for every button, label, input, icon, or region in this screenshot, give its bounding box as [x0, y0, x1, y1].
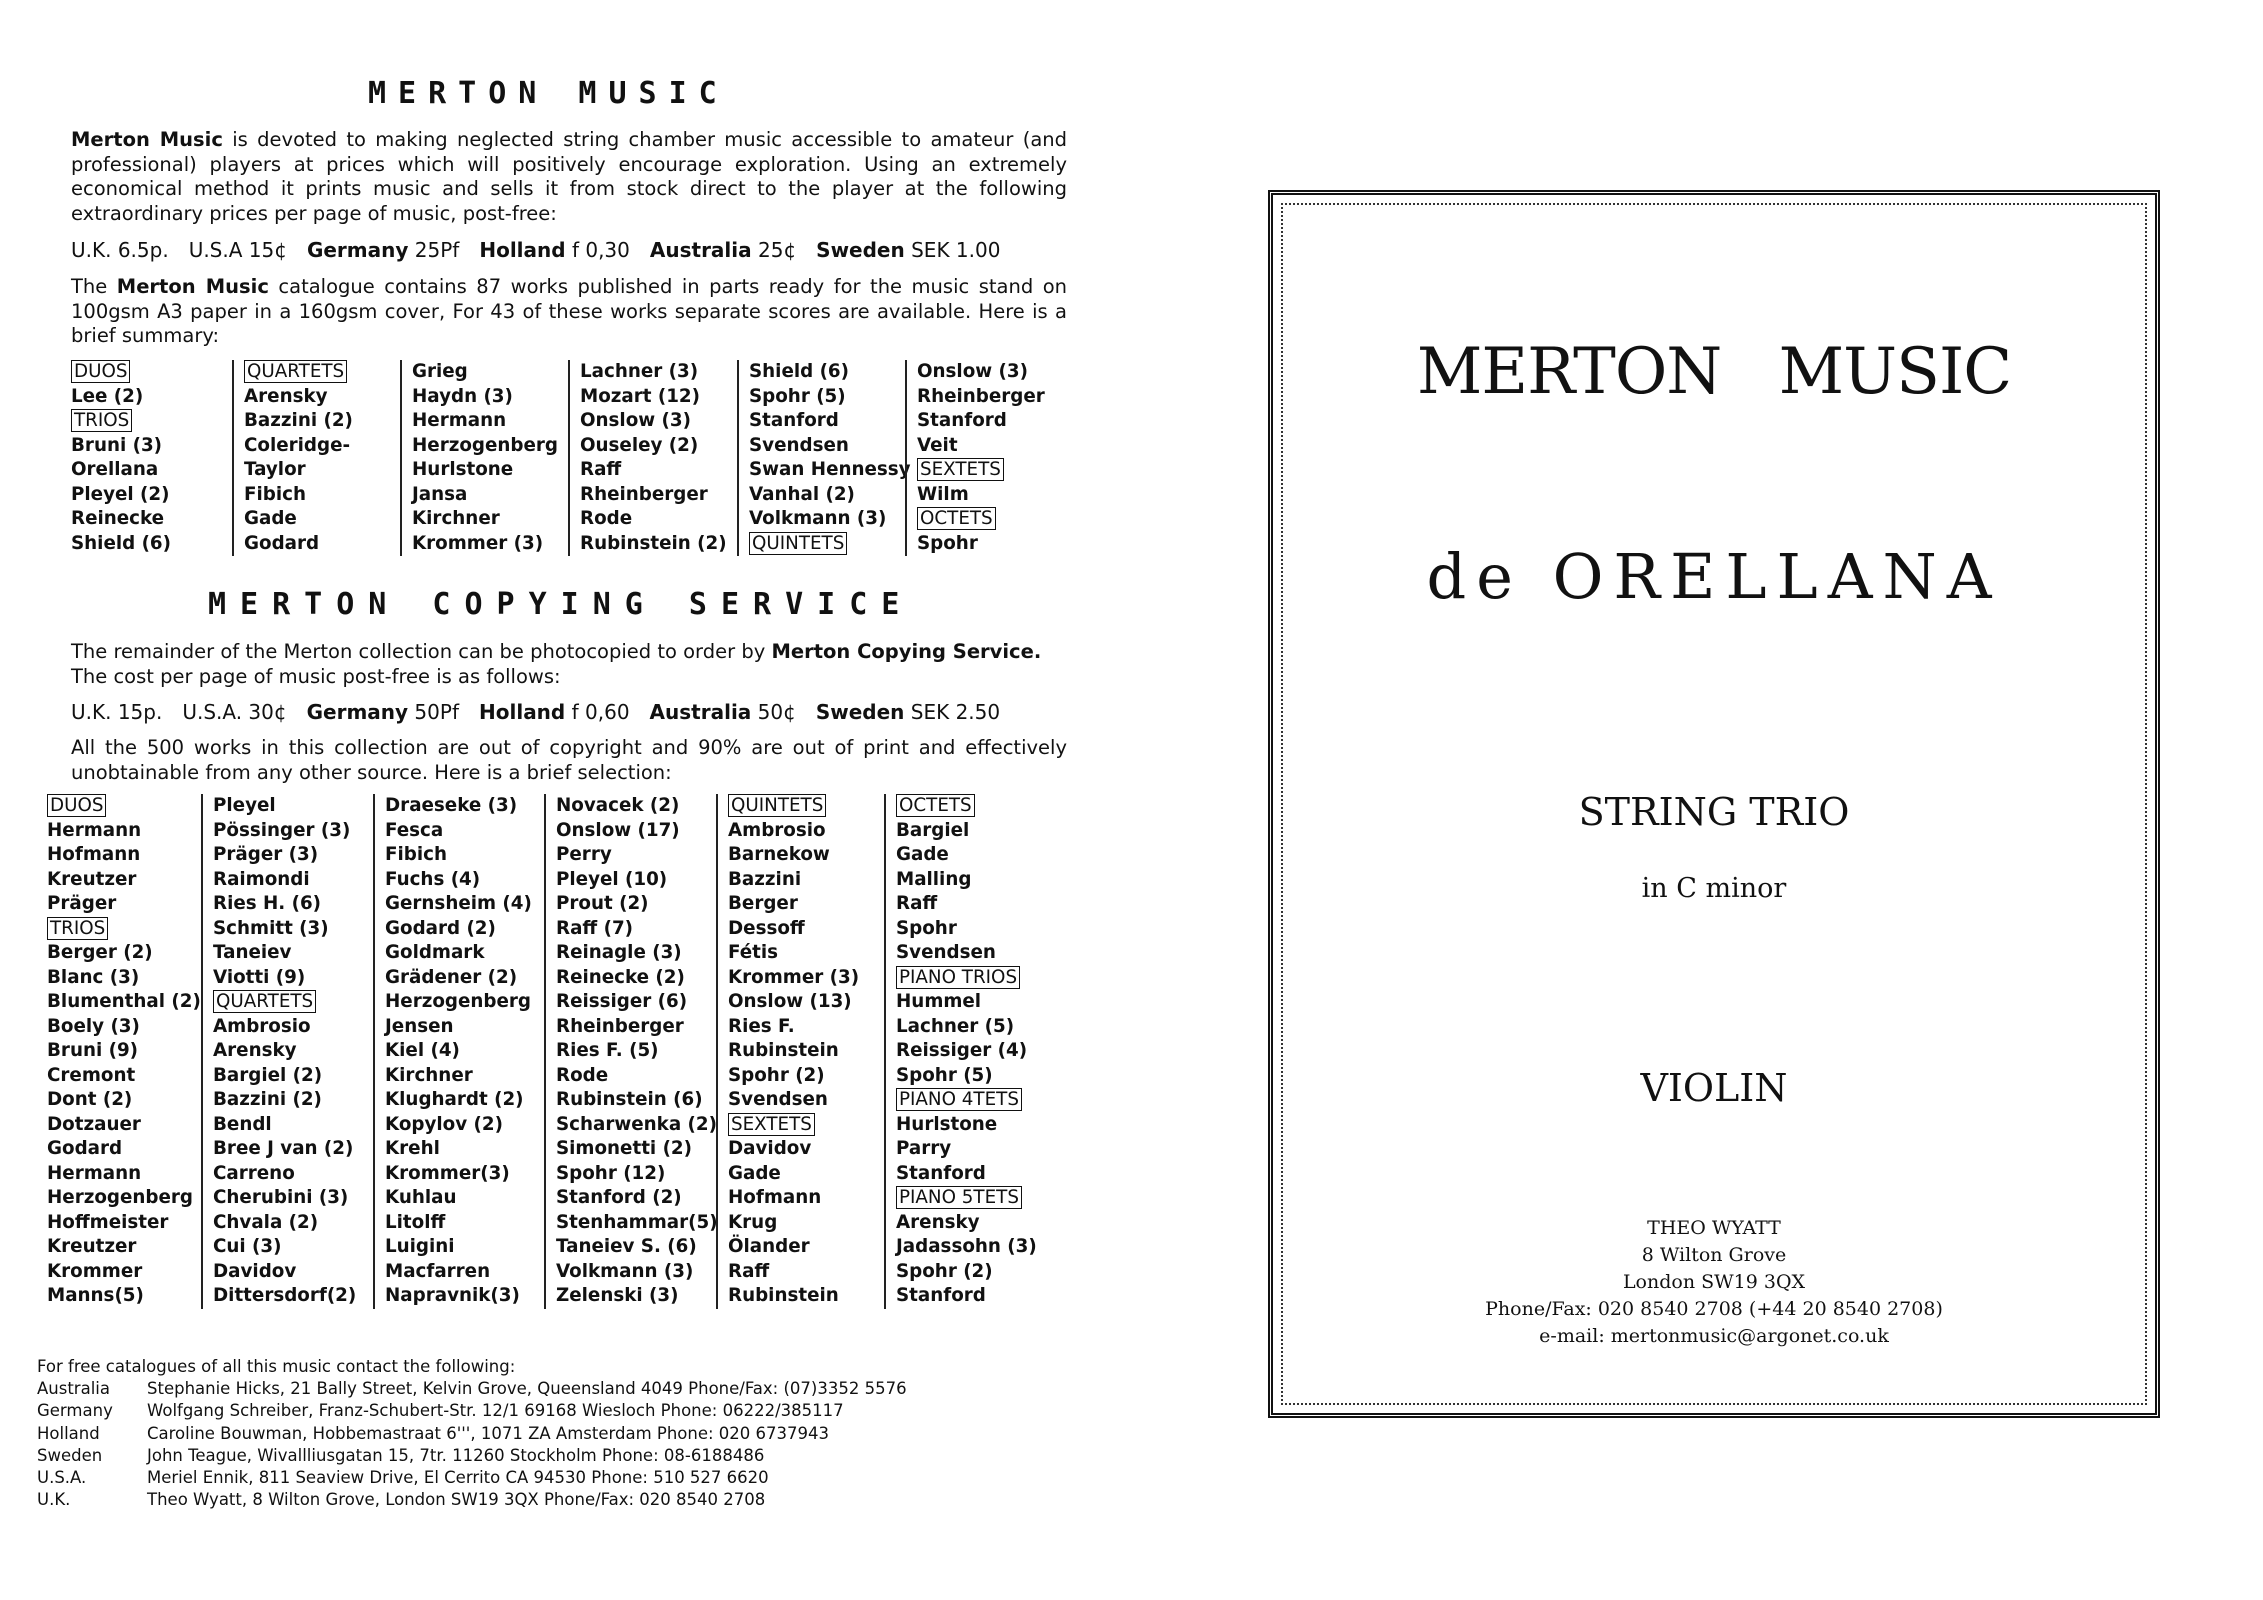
catalogue-pre: The — [71, 275, 108, 298]
list-item: Arensky — [896, 1211, 980, 1233]
list-item: QUARTETS — [213, 990, 356, 1015]
list-item: Zelenski (3) — [556, 1285, 679, 1306]
list-item: Reinecke (2) — [556, 966, 685, 988]
list-item: Dotzauer — [47, 1113, 141, 1135]
list-item: Stanford — [896, 1162, 986, 1184]
list-item: Svendsen — [896, 942, 996, 963]
list-item: Krommer (3) — [728, 966, 860, 988]
list-item: Dessoff — [728, 917, 805, 939]
price-value: 15¢ — [242, 238, 287, 262]
list-item: Blanc (3) — [47, 966, 140, 988]
list-item: Ries F. — [728, 1015, 795, 1037]
list-item: Draeseke (3) — [385, 795, 518, 816]
list-item: Bazzini — [728, 868, 802, 890]
list-item: Gade — [896, 844, 949, 865]
list-item: Godard — [47, 1138, 123, 1159]
list-item: Stanford — [749, 410, 839, 431]
list-item: Blumenthal (2) — [47, 991, 201, 1012]
cover-work-title: STRING TRIO — [1578, 790, 1850, 834]
list-item: Kiel (4) — [385, 1040, 460, 1061]
list-item: Onslow (13) — [728, 991, 852, 1012]
list-item: Scharwenka (2) — [556, 1113, 717, 1135]
list-item: Herzogenberg — [412, 434, 559, 456]
contact-country: Germany — [37, 1401, 113, 1421]
list-item: Chvala (2) — [213, 1211, 319, 1233]
list-item: Goldmark — [385, 942, 485, 963]
contact-detail: Stephanie Hicks, 21 Bally Street, Kelvin Grove, Queensland 4049 Phone/Fax: (07)3352 5576 — [147, 1379, 907, 1399]
contact-country: Holland — [37, 1423, 100, 1443]
list-item: Dittersdorf(2) — [213, 1285, 357, 1306]
list-item: Barnekow — [728, 844, 830, 865]
list-item: Gernsheim (4) — [385, 893, 532, 914]
contact-row — [37, 1378, 907, 1400]
list-item: TRIOS — [47, 917, 201, 942]
list-column — [400, 360, 558, 556]
price-value: 50¢ — [751, 700, 796, 724]
list-item: Rode — [556, 1064, 609, 1086]
list-item: Grieg — [412, 361, 468, 382]
list-item: Novacek (2) — [556, 795, 680, 816]
price-value: 50Pf — [408, 700, 459, 724]
cover-address-line: 8 Wilton Grove — [1641, 1244, 1787, 1266]
list-item: Arensky — [213, 1040, 297, 1061]
price-country: U.S.A. — [182, 700, 243, 724]
list-item: Wilm — [917, 483, 969, 505]
list-item: Svendsen — [728, 1089, 828, 1110]
list-item: Stanford — [917, 410, 1007, 431]
list-item: Raimondi — [213, 868, 310, 890]
list-item: Manns(5) — [47, 1285, 144, 1306]
list-item: Hoffmeister — [47, 1211, 169, 1233]
prices-per-page-printed — [71, 238, 1000, 262]
list-item: Stanford (2) — [556, 1187, 682, 1208]
copying-text: The cost per page of music post-free is as follows: — [71, 664, 561, 688]
list-item: OCTETS — [917, 507, 1045, 532]
list-item: Boely (3) — [47, 1015, 140, 1037]
list-item: Onslow (3) — [580, 410, 691, 431]
list-item: PIANO TRIOS — [896, 966, 1037, 991]
list-column — [47, 794, 201, 1309]
cover-address-line: e-mail: mertonmusic@argonet.co.uk — [1539, 1325, 1889, 1347]
list-item: Hermann — [47, 1162, 142, 1184]
list-item: Krug — [728, 1211, 778, 1233]
list-item: Haydn (3) — [412, 385, 513, 407]
list-item: Grädener (2) — [385, 966, 518, 988]
list-item: Parry — [896, 1138, 952, 1159]
list-item: Swan Hennessy — [749, 459, 911, 480]
contact-row — [37, 1445, 907, 1467]
list-item: Spohr (5) — [749, 385, 846, 407]
list-item: Rubinstein — [728, 1040, 839, 1061]
list-item: Ries F. (5) — [556, 1040, 659, 1061]
copying-pre: The remainder of the Merton collection can be photocopied to order by — [71, 640, 766, 663]
contacts-block — [37, 1356, 907, 1511]
list-item: SEXTETS — [728, 1113, 859, 1138]
list-item: Godard — [244, 532, 320, 554]
list-item: Ries H. (6) — [213, 893, 322, 914]
list-item: Herzogenberg — [47, 1187, 194, 1208]
list-item: Spohr — [917, 532, 978, 554]
list-item: SEXTETS — [917, 458, 1045, 483]
list-item: Perry — [556, 844, 612, 865]
price-country: Australia — [649, 238, 752, 262]
list-item: Jensen — [385, 1015, 454, 1037]
list-item: Stenhammar(5) — [556, 1211, 718, 1233]
list-item: Dont (2) — [47, 1089, 133, 1110]
list-item: Ouseley (2) — [580, 434, 699, 456]
list-item: Kreutzer — [47, 1236, 137, 1257]
list-column — [201, 794, 356, 1309]
list-item: Godard (2) — [385, 917, 496, 939]
contact-country: Sweden — [37, 1445, 103, 1465]
list-item: Krommer — [47, 1260, 143, 1282]
price-country: Sweden — [816, 238, 905, 262]
prices-per-page-copied — [71, 700, 1000, 724]
collection-paragraph: All the 500 works in this collection are out of copyright and 90% are out of print and effectively unobtainable from any other source. Here is a brief selection: — [71, 736, 1067, 784]
price-value: SEK 2.50 — [904, 700, 1001, 724]
list-item: Reinagle (3) — [556, 942, 682, 963]
price-value: SEK 1.00 — [904, 238, 1001, 262]
list-item: Bendl — [213, 1113, 272, 1135]
list-item: Kirchner — [412, 508, 500, 529]
list-item: Raff — [728, 1260, 770, 1282]
list-item: Rubinstein — [728, 1285, 839, 1306]
list-item: Jadassohn (3) — [896, 1236, 1037, 1257]
contact-detail: John Teague, Wivallliusgatan 15, 7tr. 11260 Stockholm Phone: 08-6188486 — [147, 1445, 765, 1465]
list-item: Spohr (2) — [728, 1064, 825, 1086]
list-item: Rubinstein (6) — [556, 1089, 703, 1110]
price-country: Holland — [479, 238, 566, 262]
contact-row — [37, 1489, 907, 1511]
price-value: f 0,60 — [565, 700, 630, 724]
list-item: Macfarren — [385, 1260, 491, 1282]
list-item: Cherubini (3) — [213, 1187, 349, 1208]
intro-brand: Merton Music — [71, 128, 223, 151]
list-item: Fibich — [385, 844, 447, 865]
list-item: Bazzini (2) — [213, 1089, 322, 1110]
list-item: Rheinberger — [556, 1015, 684, 1037]
merton-music-heading: MERTON MUSIC — [368, 76, 729, 111]
list-item: OCTETS — [896, 794, 1037, 819]
cover-address-line: Phone/Fax: 020 8540 2708 (+44 20 8540 2708) — [1485, 1298, 1943, 1320]
intro-text: is devoted to making neglected string chamber music accessible to amateur (and professional) players at prices which will positively encourage exploration. Using an extremely economical method it prints music and sells it from stock direct to the player at the following extraordinary prices per page of music, post-free: — [71, 128, 1068, 225]
list-item: Pleyel — [213, 795, 276, 816]
list-item: Reissiger (4) — [896, 1040, 1028, 1061]
list-item: Bruni (3) — [71, 434, 163, 456]
contact-row — [37, 1423, 907, 1445]
list-item: Veit — [917, 434, 958, 456]
list-column — [232, 360, 353, 556]
intro-paragraph — [71, 128, 1067, 226]
list-item: Spohr (5) — [896, 1064, 993, 1086]
list-column — [737, 360, 911, 556]
list-item: Jansa — [412, 483, 468, 505]
list-item: Bazzini (2) — [244, 410, 353, 431]
price-country: Germany — [306, 238, 409, 262]
list-item: Lachner (3) — [580, 361, 699, 382]
list-item: Ambrosio — [728, 819, 826, 841]
list-column — [905, 360, 1045, 556]
list-item: Shield (6) — [749, 361, 849, 382]
list-item: Ölander — [728, 1236, 810, 1257]
list-item: Hofmann — [728, 1187, 822, 1208]
list-column — [544, 794, 718, 1309]
list-item: Luigini — [385, 1236, 455, 1257]
list-item: Hurlstone — [896, 1113, 998, 1135]
list-item: Pleyel (2) — [71, 483, 170, 505]
list-item: PIANO 4TETS — [896, 1088, 1037, 1113]
list-item: Reissiger (6) — [556, 991, 688, 1012]
list-item: Krommer(3) — [385, 1162, 510, 1184]
list-item: Arensky — [244, 385, 328, 407]
list-column — [884, 794, 1037, 1309]
cover-address-line: London SW19 3QX — [1622, 1271, 1806, 1293]
list-item: Volkmann (3) — [556, 1260, 694, 1282]
list-item: QUARTETS — [244, 360, 353, 385]
list-item: Orellana — [71, 459, 159, 480]
price-country: Germany — [306, 700, 409, 724]
catalogue-paragraph — [71, 275, 1067, 349]
list-item: Viotti (9) — [213, 966, 306, 988]
list-item: Hurlstone — [412, 459, 514, 480]
list-item: Malling — [896, 868, 972, 890]
list-item: Raff — [896, 893, 938, 914]
catalogue-text: catalogue contains 87 works published in parts ready for the music stand on 100gsm A3 paper in a 160gsm cover, For 43 of these works separate scores are available. Here is a brief summary: — [71, 275, 1068, 347]
list-item: Shield (6) — [71, 532, 171, 554]
list-item: Stanford — [896, 1285, 986, 1306]
cover-composer: de ORELLANA — [1426, 540, 2002, 613]
list-item: Fibich — [244, 483, 306, 505]
list-item: Davidov — [728, 1138, 812, 1159]
list-item: Litolff — [385, 1211, 446, 1233]
list-item: Hofmann — [47, 844, 141, 865]
list-item: Raff — [580, 459, 622, 480]
copying-brand: Merton Copying Service. — [771, 640, 1042, 663]
list-item: Onslow (3) — [917, 361, 1028, 382]
contact-country: U.K. — [37, 1490, 71, 1510]
list-item: Rheinberger — [580, 483, 708, 505]
price-country: U.K. — [71, 700, 112, 724]
list-item: Berger (2) — [47, 942, 153, 963]
price-country: Australia — [649, 700, 752, 724]
list-item: Fesca — [385, 819, 444, 841]
list-item: Krommer (3) — [412, 532, 544, 554]
copying-paragraph — [71, 640, 1067, 689]
list-item: Kirchner — [385, 1064, 473, 1086]
list-item: Gade — [728, 1162, 781, 1184]
list-item: Coleridge- — [244, 434, 351, 456]
contact-detail: Wolfgang Schreiber, Franz-Schubert-Str. 12/1 69168 Wiesloch Phone: 06222/385117 — [147, 1401, 844, 1421]
catalogue-brand: Merton Music — [116, 275, 269, 298]
price-country: U.K. — [71, 238, 112, 262]
list-item: Herzogenberg — [385, 991, 532, 1012]
list-item: Schmitt (3) — [213, 917, 329, 939]
list-item: Vanhal (2) — [749, 483, 855, 505]
list-item: Hummel — [896, 991, 982, 1012]
list-item: Kuhlau — [385, 1187, 457, 1208]
list-item: Spohr (2) — [896, 1260, 993, 1282]
list-item: Rode — [580, 508, 633, 529]
list-item: Bargiel — [896, 819, 970, 841]
list-item: DUOS — [47, 794, 201, 819]
contact-detail: Meriel Ennik, 811 Seaview Drive, El Cerrito CA 94530 Phone: 510 527 6620 — [147, 1467, 769, 1487]
contact-detail: Theo Wyatt, 8 Wilton Grove, London SW19 3QX Phone/Fax: 020 8540 2708 — [147, 1490, 766, 1510]
list-item: Mozart (12) — [580, 385, 700, 407]
list-item: Carreno — [213, 1162, 295, 1184]
price-value: f 0,30 — [565, 238, 630, 262]
list-item: Hermann — [47, 819, 142, 841]
price-country: U.S.A — [188, 238, 243, 262]
price-value: 30¢ — [242, 700, 287, 724]
contact-country: Australia — [37, 1379, 110, 1399]
list-item: Raff (7) — [556, 917, 634, 939]
list-column — [71, 360, 171, 556]
price-country: Sweden — [815, 700, 905, 724]
contact-row — [37, 1467, 907, 1489]
list-item: QUINTETS — [728, 794, 859, 819]
list-item: Cremont — [47, 1064, 136, 1086]
list-item: Kopylov (2) — [385, 1113, 503, 1135]
list-column — [568, 360, 727, 556]
price-value: 15p. — [111, 700, 163, 724]
cover-address — [1268, 1215, 2160, 1350]
list-item: Napravnik(3) — [385, 1285, 520, 1306]
list-item: Taneiev — [213, 942, 292, 963]
contacts-intro: For free catalogues of all this music contact the following: — [37, 1357, 516, 1376]
list-item: Spohr — [896, 917, 957, 939]
list-item: Rheinberger — [917, 385, 1045, 407]
list-item: PIANO 5TETS — [896, 1186, 1037, 1211]
price-country: Holland — [479, 700, 566, 724]
list-item: Taylor — [244, 459, 306, 480]
cover-address-line: THEO WYATT — [1647, 1217, 1781, 1239]
contact-detail: Caroline Bouwman, Hobbemastraat 6''', 1071 ZA Amsterdam Phone: 020 6737943 — [147, 1423, 830, 1443]
cover-publisher: MERTON MUSIC — [1416, 335, 2012, 409]
contact-country: U.S.A. — [37, 1467, 87, 1487]
list-item: Simonetti (2) — [556, 1138, 692, 1159]
list-item: Gade — [244, 508, 297, 529]
list-item: Volkmann (3) — [749, 508, 887, 529]
list-item: Fétis — [728, 942, 779, 963]
list-item: Klughardt (2) — [385, 1089, 524, 1110]
list-item: DUOS — [71, 360, 171, 385]
list-item: Bargiel (2) — [213, 1064, 323, 1086]
contact-row — [37, 1400, 907, 1422]
list-item: Taneiev S. (6) — [556, 1236, 697, 1257]
list-item: Präger — [47, 893, 117, 914]
price-value: 25¢ — [751, 238, 797, 262]
list-item: Lachner (5) — [896, 1015, 1015, 1037]
list-item: QUINTETS — [749, 532, 911, 557]
list-item: Bree J van (2) — [213, 1138, 354, 1159]
list-item: Ambrosio — [213, 1015, 311, 1037]
list-item: Svendsen — [749, 434, 849, 456]
list-item: Krehl — [385, 1138, 440, 1159]
price-value: 25Pf — [408, 238, 460, 262]
list-column — [716, 794, 859, 1309]
list-item: Fuchs (4) — [385, 868, 481, 890]
cover-part: VIOLIN — [1640, 1066, 1788, 1110]
list-item: TRIOS — [71, 409, 171, 434]
list-item: Prout (2) — [556, 893, 649, 914]
list-column — [373, 794, 532, 1309]
cover-key: in C minor — [1641, 873, 1787, 904]
list-item: Onslow (17) — [556, 819, 680, 841]
list-item: Kreutzer — [47, 868, 137, 890]
list-item: Hermann — [412, 410, 507, 431]
list-item: Pleyel (10) — [556, 868, 668, 890]
list-item: Berger — [728, 893, 798, 914]
price-value: 6.5p. — [111, 238, 169, 262]
list-item: Spohr (12) — [556, 1162, 666, 1184]
list-item: Pössinger (3) — [213, 819, 351, 841]
list-item: Reinecke — [71, 508, 165, 529]
list-item: Bruni (9) — [47, 1040, 139, 1061]
list-item: Davidov — [213, 1260, 297, 1282]
list-item: Präger (3) — [213, 844, 319, 865]
list-item: Cui (3) — [213, 1236, 282, 1257]
list-item: Rubinstein (2) — [580, 532, 727, 554]
list-item: Lee (2) — [71, 385, 144, 407]
merton-copying-heading: MERTON COPYING SERVICE — [208, 587, 914, 622]
